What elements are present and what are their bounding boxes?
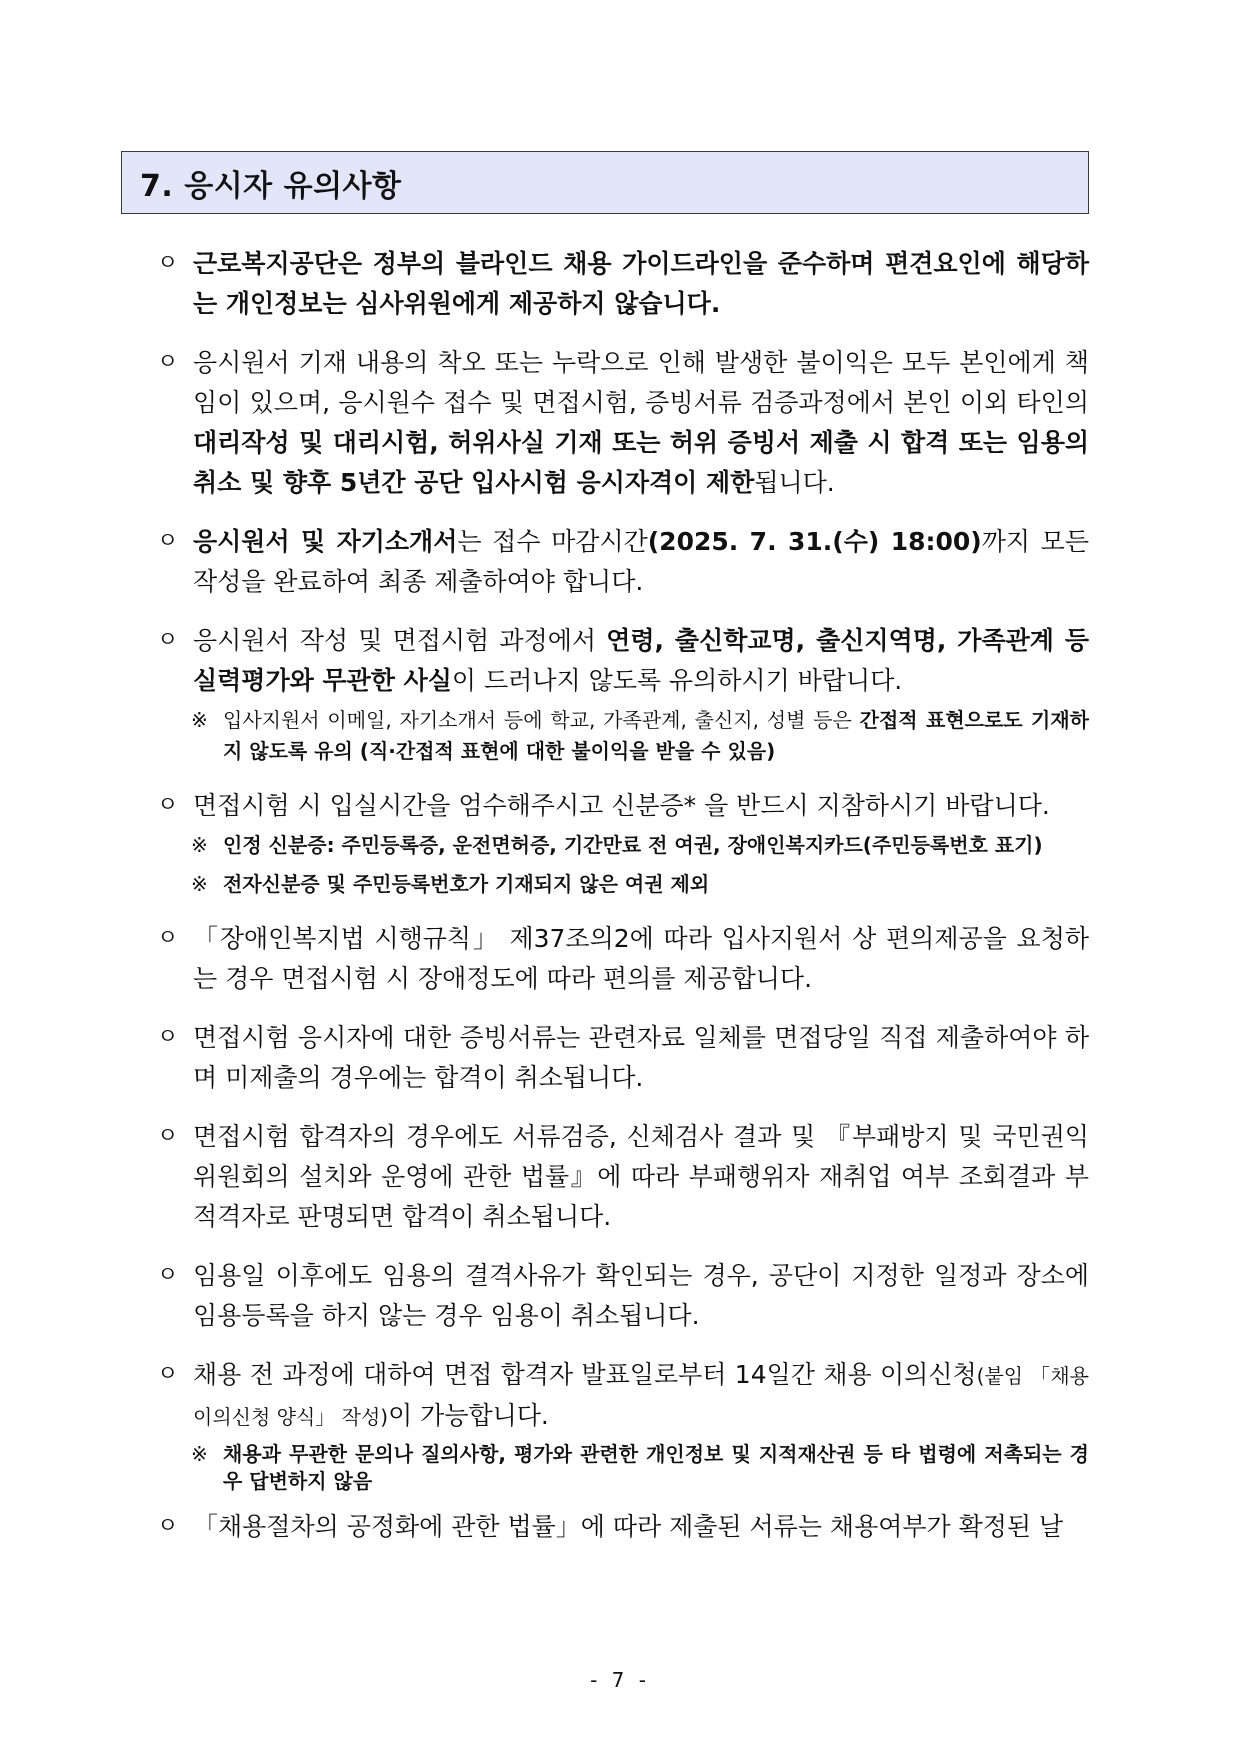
item-text: 면접시험 시 입실시간을 엄수해주시고 신분증* 을 반드시 지참하시기 바랍니다.	[193, 791, 1050, 820]
note-accepted-id	[191, 830, 1089, 861]
page-number: - 7 -	[590, 1668, 650, 1692]
notice-item-fair-hiring	[155, 1507, 1089, 1547]
notice-item-personal-info	[155, 621, 1089, 701]
item-text: 면접시험 합격자의 경우에도 서류검증, 신체검사 결과 및 『부패방지 및 국민권익위원회의 설치와 운영에 관한 법률』에 따라 부패행위자 재취업 여부 조회결과 부적격자로 판명되면 합격이 취소됩니다.	[193, 1122, 1089, 1231]
note-text-bold: 인정 신분증: 주민등록증, 운전면허증, 기간만료 전 여권, 장애인복지카드(주민등록번호 표기)	[223, 833, 1043, 857]
notice-item-disability	[155, 919, 1089, 999]
bullet-icon: ㅇ	[157, 1362, 179, 1387]
item-text-bold: 응시원서 및 자기소개서	[193, 527, 458, 556]
note-mark: ※	[191, 833, 208, 857]
item-text: 응시원서 작성 및 면접시험 과정에서	[193, 626, 607, 655]
notice-item-verification	[155, 1117, 1089, 1237]
notice-item-id-card	[155, 786, 1089, 826]
item-text-small: (붙임 「채용 이의신청 양식」 작성)	[193, 1364, 1089, 1429]
bullet-icon: ㅇ	[157, 529, 179, 554]
bullet-icon: ㅇ	[157, 628, 179, 653]
item-text: 채용 전 과정에 대하여 면접 합격자 발표일로부터 14일간 채용 이의신청	[193, 1360, 977, 1389]
item-text: 는 접수 마감시간	[457, 527, 648, 556]
bullet-icon: ㅇ	[157, 251, 179, 276]
item-text: 면접시험 응시자에 대한 증빙서류는 관련자료 일체를 면접당일 직접 제출하여야 하며 미제출의 경우에는 합격이 취소됩니다.	[193, 1023, 1089, 1092]
note-text-bold: 전자신분증 및 주민등록번호가 기재되지 않은 여권 제외	[223, 872, 710, 896]
note-indirect-expression	[191, 705, 1089, 767]
note-mark: ※	[191, 708, 208, 732]
item-text-bold: 대리작성 및 대리시험, 허위사실 기재 또는 허위 증빙서 제출 시 합격 또는 임용의 취소 및 향후 5년간 공단 입사시험 응시자격이 제한	[193, 428, 1089, 497]
bullet-icon: ㅇ	[157, 1514, 179, 1539]
section-title: 7. 응시자 유의사항	[140, 168, 402, 204]
note-no-answer	[191, 1441, 1089, 1495]
notice-item-blind-hiring	[155, 244, 1089, 324]
bullet-icon: ㅇ	[157, 1025, 179, 1050]
note-text: 입사지원서 이메일, 자기소개서 등에 학교, 가족관계, 출신지, 성별 등은	[223, 708, 860, 732]
item-text: 이 가능합니다.	[388, 1401, 549, 1430]
notice-item-objection	[155, 1355, 1089, 1437]
deadline-date: (2025. 7. 31.(수) 18:00)	[647, 527, 982, 556]
item-text: 응시원서 기재 내용의 착오 또는 누락으로 인해 발생한 불이익은 모두 본인에게 책임이 있으며, 응시원수 접수 및 면접시험, 증빙서류 검증과정에서 본인 이외 타인의	[193, 348, 1089, 417]
item-text: 임용일 이후에도 임용의 결격사유가 확인되는 경우, 공단이 지정한 일정과 장소에 임용등록을 하지 않는 경우 임용이 취소됩니다.	[193, 1261, 1089, 1330]
bullet-icon: ㅇ	[157, 793, 179, 818]
bullet-icon: ㅇ	[157, 350, 179, 375]
notice-item-appointment	[155, 1256, 1089, 1336]
item-text-bold: 연령, 출신학교명, 출신지역명, 가족관계 등 실력평가와 무관한 사실	[193, 626, 1089, 695]
notice-list	[155, 244, 1089, 1547]
item-text: 「채용절차의 공정화에 관한 법률」에 따라 제출된 서류는 채용여부가 확정된 날	[193, 1512, 1064, 1541]
note-mark: ※	[191, 1442, 208, 1466]
notice-item-documents	[155, 1018, 1089, 1098]
item-text: 근로복지공단은 정부의 블라인드 채용 가이드라인을 준수하며 편견요인에 해당하는 개인정보는 심사위원에게 제공하지 않습니다.	[193, 249, 1089, 318]
bullet-icon: ㅇ	[157, 1263, 179, 1288]
notice-item-deadline	[155, 522, 1089, 602]
bullet-icon: ㅇ	[157, 926, 179, 951]
note-mark: ※	[191, 872, 208, 896]
section-header	[121, 151, 1089, 214]
item-text: 됩니다.	[754, 468, 835, 497]
notice-item-application-errors	[155, 343, 1089, 503]
item-text: 이 드러나지 않도록 유의하시기 바랍니다.	[451, 666, 903, 695]
note-excluded-id	[191, 869, 1089, 900]
item-text: 「장애인복지법 시행규칙」 제37조의2에 따라 입사지원서 상 편의제공을 요청하는 경우 면접시험 시 장애정도에 따라 편의를 제공합니다.	[193, 924, 1089, 993]
bullet-icon: ㅇ	[157, 1124, 179, 1149]
note-text-bold: 채용과 무관한 문의나 질의사항, 평가와 관련한 개인정보 및 지적재산권 등 타 법령에 저촉되는 경우 답변하지 않음	[223, 1442, 1089, 1493]
item-text: 까지 모든 작성을 완료하여 최종 제출하여야 합니다.	[193, 527, 1089, 596]
note-text-bold: 간접적 표현으로도 기재하지 않도록 유의 (직·간접적 표현에 대한 불이익을 받을 수 있음)	[223, 708, 1089, 763]
